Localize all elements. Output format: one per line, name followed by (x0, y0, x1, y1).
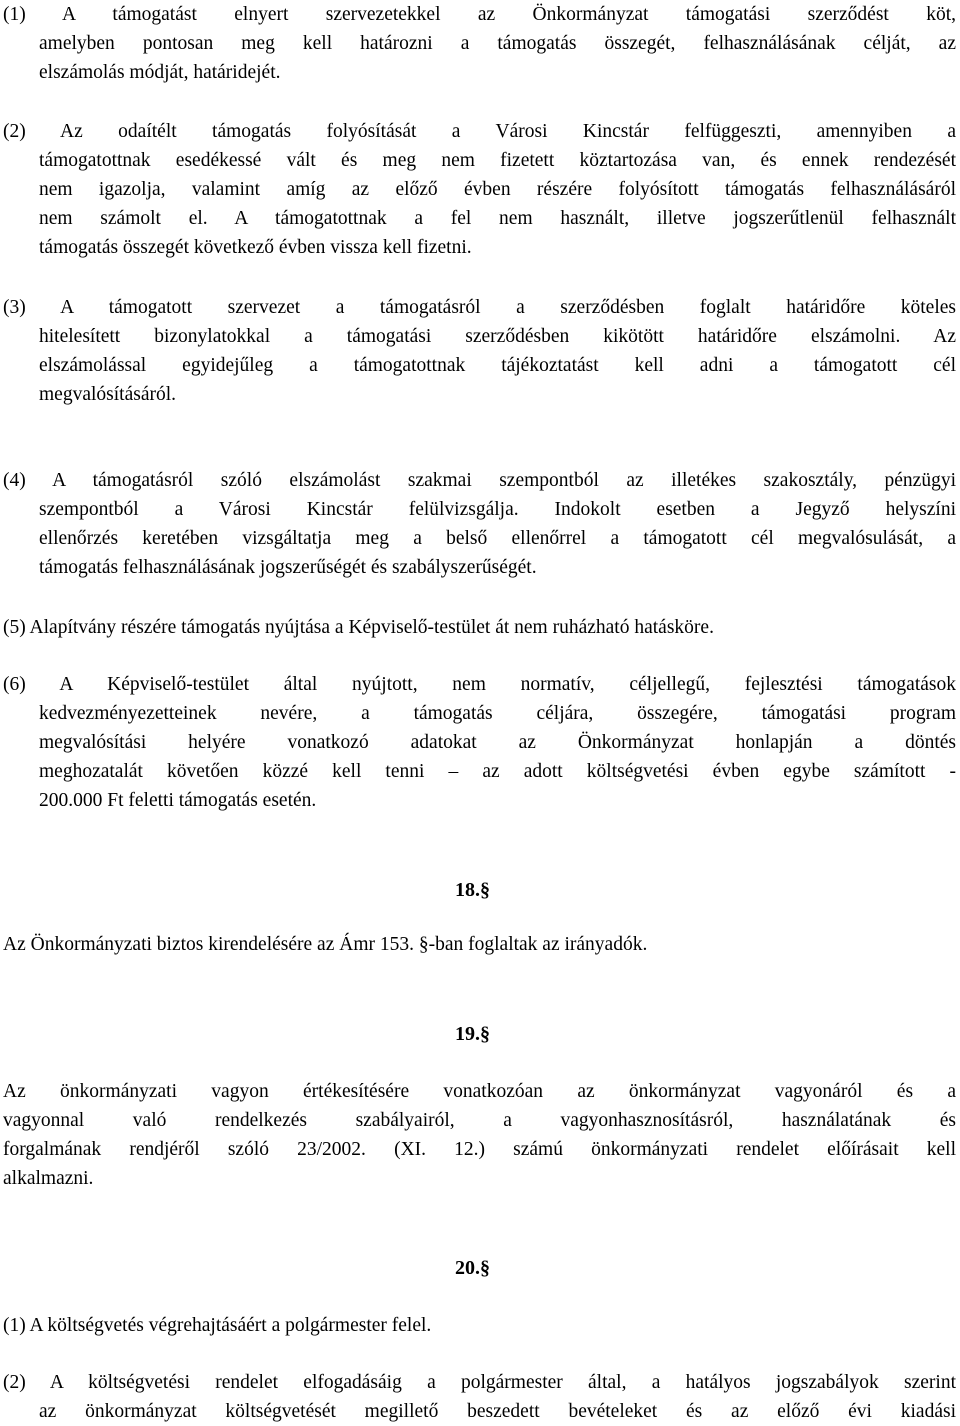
section-20-item-2 (3, 1368, 956, 1426)
text-line: (4) A támogatásról szóló elszámolást szakmai szempontból az illetékes szakosztály, pénzügyi (3, 470, 956, 491)
text-line: alkalmazni. (3, 1168, 94, 1189)
text-line: hitelesített bizonylatokkal a támogatási szerződésben kikötött határidőre elszámolni. Az (39, 326, 956, 347)
paragraph-3 (3, 293, 956, 409)
text-line: megvalósítási helyére vonatkozó adatokat az Önkormányzat honlapján a döntés (39, 732, 956, 753)
section-heading-19: 19.§ (455, 1023, 490, 1045)
paragraph-2 (3, 117, 956, 262)
section-18-text (3, 930, 956, 959)
text-line: kedvezményezetteinek nevére, a támogatás céljára, összegére, támogatási program (39, 703, 956, 724)
text-line: nem számolt el. A támogatottnak a fel nem használt, illetve jogszerűtlenül felhasznált (39, 208, 956, 229)
text-line: forgalmának rendjéről szóló 23/2002. (XI. 12.) számú önkormányzati rendelet előírásait kell (3, 1139, 956, 1160)
text-line: nem igazolja, valamint amíg az előző évben részére folyósított támogatás felhasználásáról (39, 179, 956, 200)
paragraph-1 (3, 0, 956, 87)
text-line: (5) Alapítvány részére támogatás nyújtása a Képviselő-testület át nem ruházható hatásköre. (3, 617, 714, 638)
text-line: Az Önkormányzati biztos kirendelésére az Ámr 153. §-ban foglaltak az irányadók. (3, 934, 648, 955)
text-line: szempontból a Városi Kincstár felülvizsgálja. Indokolt esetben a Jegyző helyszíni (39, 499, 956, 520)
text-line: (2) A költségvetési rendelet elfogadásáig a polgármester által, a hatályos jogszabályok szerint (3, 1372, 956, 1393)
text-line: az önkormányzat költségvetését megillető beszedett bevételeket és az előző évi kiadási (39, 1401, 956, 1422)
text-line: támogatás összegét következő évben vissza kell fizetni. (39, 237, 472, 258)
paragraph-6 (3, 670, 956, 815)
text-line: (6) A Képviselő-testület által nyújtott, nem normatív, céljellegű, fejlesztési támogatások (3, 674, 956, 695)
text-line: támogatottnak esedékessé vált és meg nem fizetett köztartozása van, és ennek rendezését (39, 150, 956, 171)
text-line: megvalósításáról. (39, 384, 177, 405)
text-line: 200.000 Ft feletti támogatás esetén. (39, 790, 317, 811)
text-line: (1) A költségvetés végrehajtásáért a polgármester felel. (3, 1315, 432, 1336)
paragraph-5 (3, 613, 956, 642)
section-19-text (3, 1077, 956, 1193)
text-line: (2) Az odaítélt támogatás folyósítását a Városi Kincstár felfüggeszti, amennyiben a (3, 121, 956, 142)
text-line: elszámolás módját, határidejét. (39, 62, 281, 83)
text-line: elszámolással egyidejűleg a támogatottnak tájékoztatást kell adni a támogatott cél (39, 355, 956, 376)
text-line: amelyben pontosan meg kell határozni a támogatás összegét, felhasználásának célját, az (39, 33, 956, 54)
section-20-item-1 (3, 1311, 956, 1340)
text-line: (1) A támogatást elnyert szervezetekkel az Önkormányzat támogatási szerződést köt, (3, 4, 956, 25)
text-line: vagyonnal való rendelkezés szabályairól, a vagyonhasznosításról, használatának és (3, 1110, 956, 1131)
text-line: Az önkormányzati vagyon értékesítésére vonatkozóan az önkormányzat vagyonáról és a (3, 1081, 956, 1102)
section-heading-20: 20.§ (455, 1257, 490, 1279)
text-line: (3) A támogatott szervezet a támogatásról a szerződésben foglalt határidőre köteles (3, 297, 956, 318)
text-line: meghozatalát követően közzé kell tenni – az adott költségvetési évben egybe számított - (39, 761, 956, 782)
section-heading-18: 18.§ (455, 879, 490, 901)
text-line: ellenőrzés keretében vizsgáltatja meg a belső ellenőrrel a támogatott cél megvalósulását, a (39, 528, 956, 549)
text-line: támogatás felhasználásának jogszerűségét és szabályszerűségét. (39, 557, 537, 578)
paragraph-4 (3, 466, 956, 582)
